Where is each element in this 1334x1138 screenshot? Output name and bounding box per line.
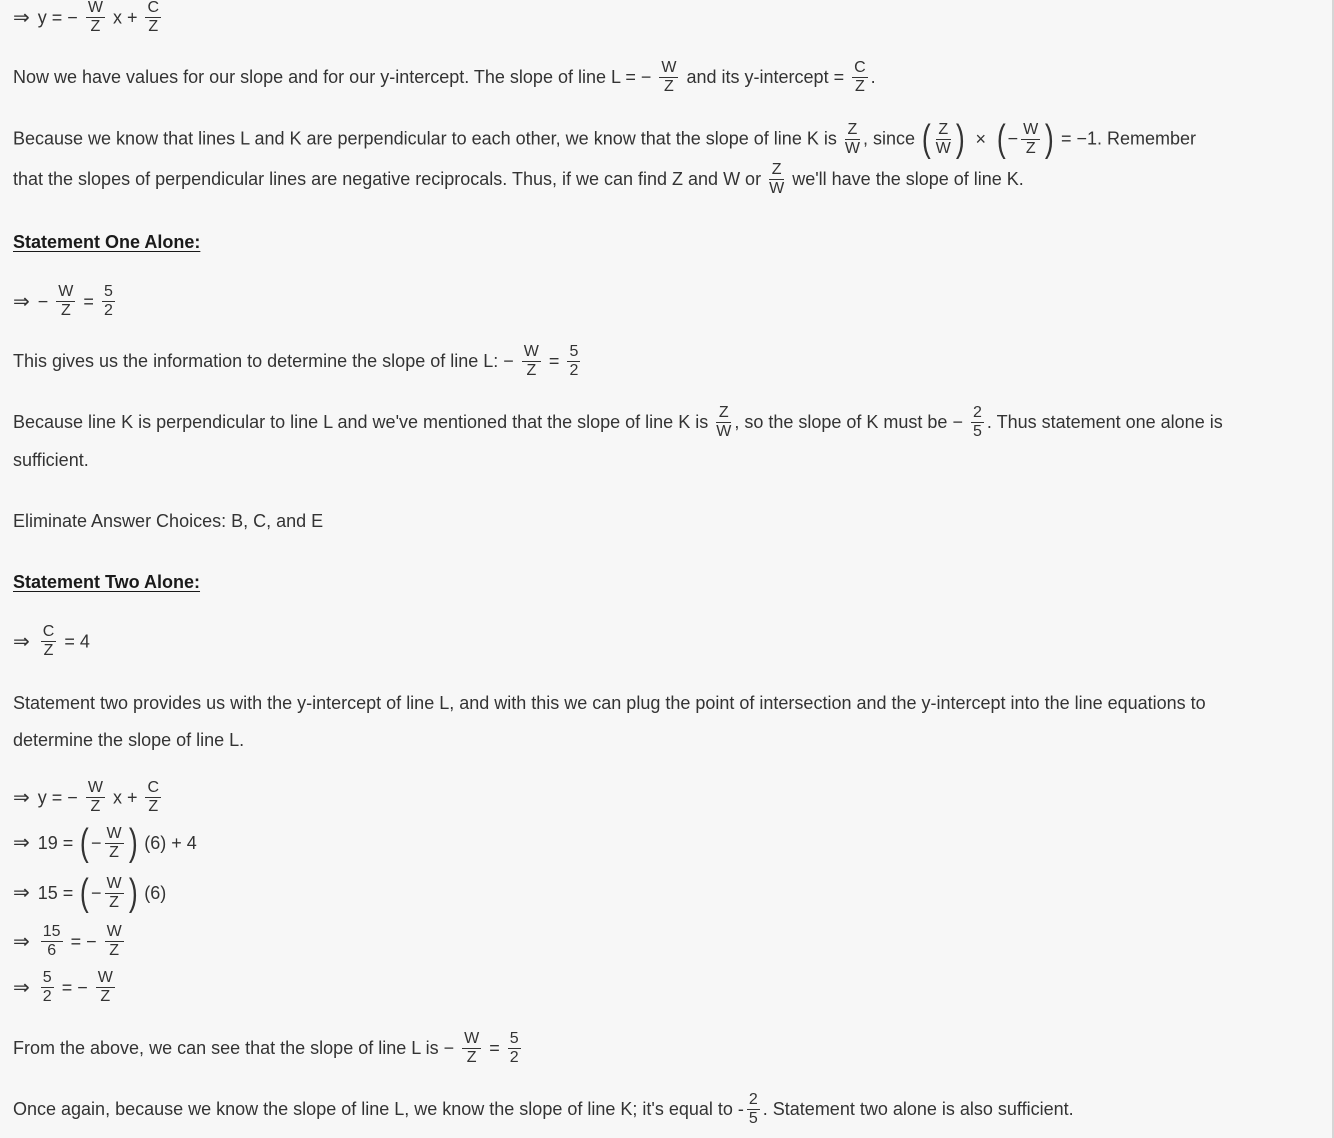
- paragraph-slope-of-l: This gives us the information to determine the slope of line L: − $\frac{W}{Z}$ = $\frac{5}{2}$: [13, 343, 579, 379]
- heading-statement-one: Statement One Alone:: [13, 232, 201, 252]
- fraction-2-over-5: $\frac{2}{5}$: [748, 1091, 758, 1127]
- right-paren: ): [955, 118, 965, 160]
- heading-statement-two: Statement Two Alone:: [13, 572, 201, 592]
- paragraph-perpendicular-line2: that the slopes of perpendicular lines are negative reciprocals. Thus, if we can find Z and W or $\frac{Z}{W}$ we'll have the slope of line K.: [13, 161, 1024, 197]
- fraction-c-over-z: $\frac{C}{Z}$: [854, 59, 866, 95]
- fraction-z-over-w: $\frac{Z}{W}$: [769, 161, 785, 197]
- fraction-z-over-w: $\frac{Z}{W}$: [844, 120, 860, 157]
- left-paren: (: [921, 118, 931, 160]
- right-paren: ): [128, 872, 138, 914]
- equation-statement-one: ⇒ − $\frac{W}{Z}$ = $\frac{5}{2}$: [13, 283, 113, 319]
- fraction-z-over-w: $\frac{Z}{W}$: [716, 404, 732, 440]
- step-equation-2: ⇒ 19 = ( − $\frac{W}{Z}$ ) (6) + 4: [13, 822, 197, 864]
- implies-arrow: ⇒: [13, 882, 30, 904]
- fraction-c-over-z: $\frac{C}{Z}$: [147, 779, 160, 815]
- step-equation-1: ⇒ y = − $\frac{W}{Z}$ x + $\frac{C}{Z}$: [13, 779, 160, 815]
- implies-arrow: ⇒: [13, 930, 30, 953]
- fraction-w-over-z: $\frac{W}{Z}$: [106, 923, 122, 959]
- fraction-5-over-2: $\frac{5}{2}$: [569, 343, 579, 379]
- step-equation-5: ⇒ $\frac{5}{2}$ = − $\frac{W}{Z}$: [13, 969, 113, 1005]
- fraction-5-over-2: $\frac{5}{2}$: [509, 1030, 519, 1066]
- equation-text: x +: [112, 7, 138, 28]
- left-paren: (: [80, 872, 90, 914]
- paragraph-statement-two-line1: Statement two provides us with the y-intercept of line L, and with this we can plug the point of intersection and the y-intercept into the line equations to: [13, 693, 1206, 713]
- implies-arrow: ⇒: [13, 976, 30, 999]
- implies-arrow: ⇒: [13, 630, 30, 653]
- implies-arrow: ⇒: [13, 786, 30, 809]
- left-paren: (: [996, 118, 1006, 160]
- fraction-z-over-w: $\frac{Z}{W}$: [935, 120, 951, 157]
- step-equation-3: ⇒ 15 = ( − $\frac{W}{Z}$ ) (6): [13, 872, 167, 914]
- fraction-2-over-5: $\frac{2}{5}$: [972, 404, 982, 440]
- right-paren: ): [1045, 118, 1055, 160]
- equation-statement-two: ⇒ $\frac{C}{Z}$ = 4: [13, 623, 90, 659]
- fraction-w-over-z: $\frac{W}{Z}$: [58, 283, 74, 319]
- fraction-w-over-z: $\frac{W}{Z}$: [106, 824, 122, 861]
- fraction-5-over-2: $\frac{5}{2}$: [42, 969, 52, 1005]
- paragraph-conclusion: Once again, because we know the slope of line L, we know the slope of line K; it's equal to - $\frac{2}{5}$ . Statement two alone is also sufficient.: [13, 1091, 1074, 1127]
- fraction-w-over-z: $\frac{W}{Z}$: [106, 874, 122, 911]
- fraction-5-over-2: $\frac{5}{2}$: [103, 283, 113, 319]
- fraction-w-over-z: $\frac{W}{Z}$: [661, 59, 677, 95]
- implies-arrow: ⇒: [13, 290, 30, 313]
- paragraph-slope-of-k: Because line K is perpendicular to line L and we've mentioned that the slope of line K is $\frac{Z}{W}$ , so the slope of K must be − $\frac{2}{5}$ . Thus statement one alone is: [13, 404, 1223, 440]
- equation-top: [13, 0, 164, 35]
- implies-arrow: ⇒: [13, 6, 30, 29]
- fraction-w-over-z: $\frac{W}{Z}$: [87, 0, 103, 35]
- fraction-c-over-z: $\frac{C}{Z}$: [42, 623, 55, 659]
- paragraph-from-above: From the above, we can see that the slope of line L is − $\frac{W}{Z}$ = $\frac{5}{2}$: [13, 1030, 519, 1066]
- left-paren: (: [80, 822, 90, 864]
- paragraph-slope-intercept: Now we have values for our slope and for our y-intercept. The slope of line L = − $\frac{W}{Z}$ and its y-intercept = $\frac{C}{Z}$ .: [13, 59, 876, 95]
- paragraph-slope-of-k-line2: sufficient.: [13, 450, 89, 470]
- fraction-15-over-6: $\frac{15}{6}$: [42, 923, 61, 959]
- fraction-w-over-z: $\frac{W}{Z}$: [97, 969, 113, 1005]
- fraction-w-over-z: $\frac{W}{Z}$: [464, 1030, 480, 1066]
- fraction-w-over-z: $\frac{W}{Z}$: [87, 779, 103, 815]
- eliminate-choices-text: Eliminate Answer Choices: B, C, and E: [13, 511, 324, 531]
- fraction-w-over-z: $\frac{W}{Z}$: [523, 343, 539, 379]
- fraction-c-over-z: $\frac{C}{Z}$: [147, 0, 160, 35]
- step-equation-4: ⇒ $\frac{15}{6}$ = − $\frac{W}{Z}$: [13, 923, 122, 959]
- implies-arrow: ⇒: [13, 832, 30, 854]
- paragraph-statement-two-line2: determine the slope of line L.: [13, 730, 245, 750]
- fraction-w-over-z: $\frac{W}{Z}$: [1023, 120, 1039, 157]
- right-paren: ): [128, 822, 138, 864]
- equation-text: y = −: [37, 7, 78, 28]
- paragraph-perpendicular-line1: Because we know that lines L and K are perpendicular to each other, we know that the slope of line K is $\frac{Z}{W}$ , since ( $\frac{Z}{W}$ ) × ( − $\frac{W}{Z}$ ) = −1. Remember: [13, 118, 1196, 160]
